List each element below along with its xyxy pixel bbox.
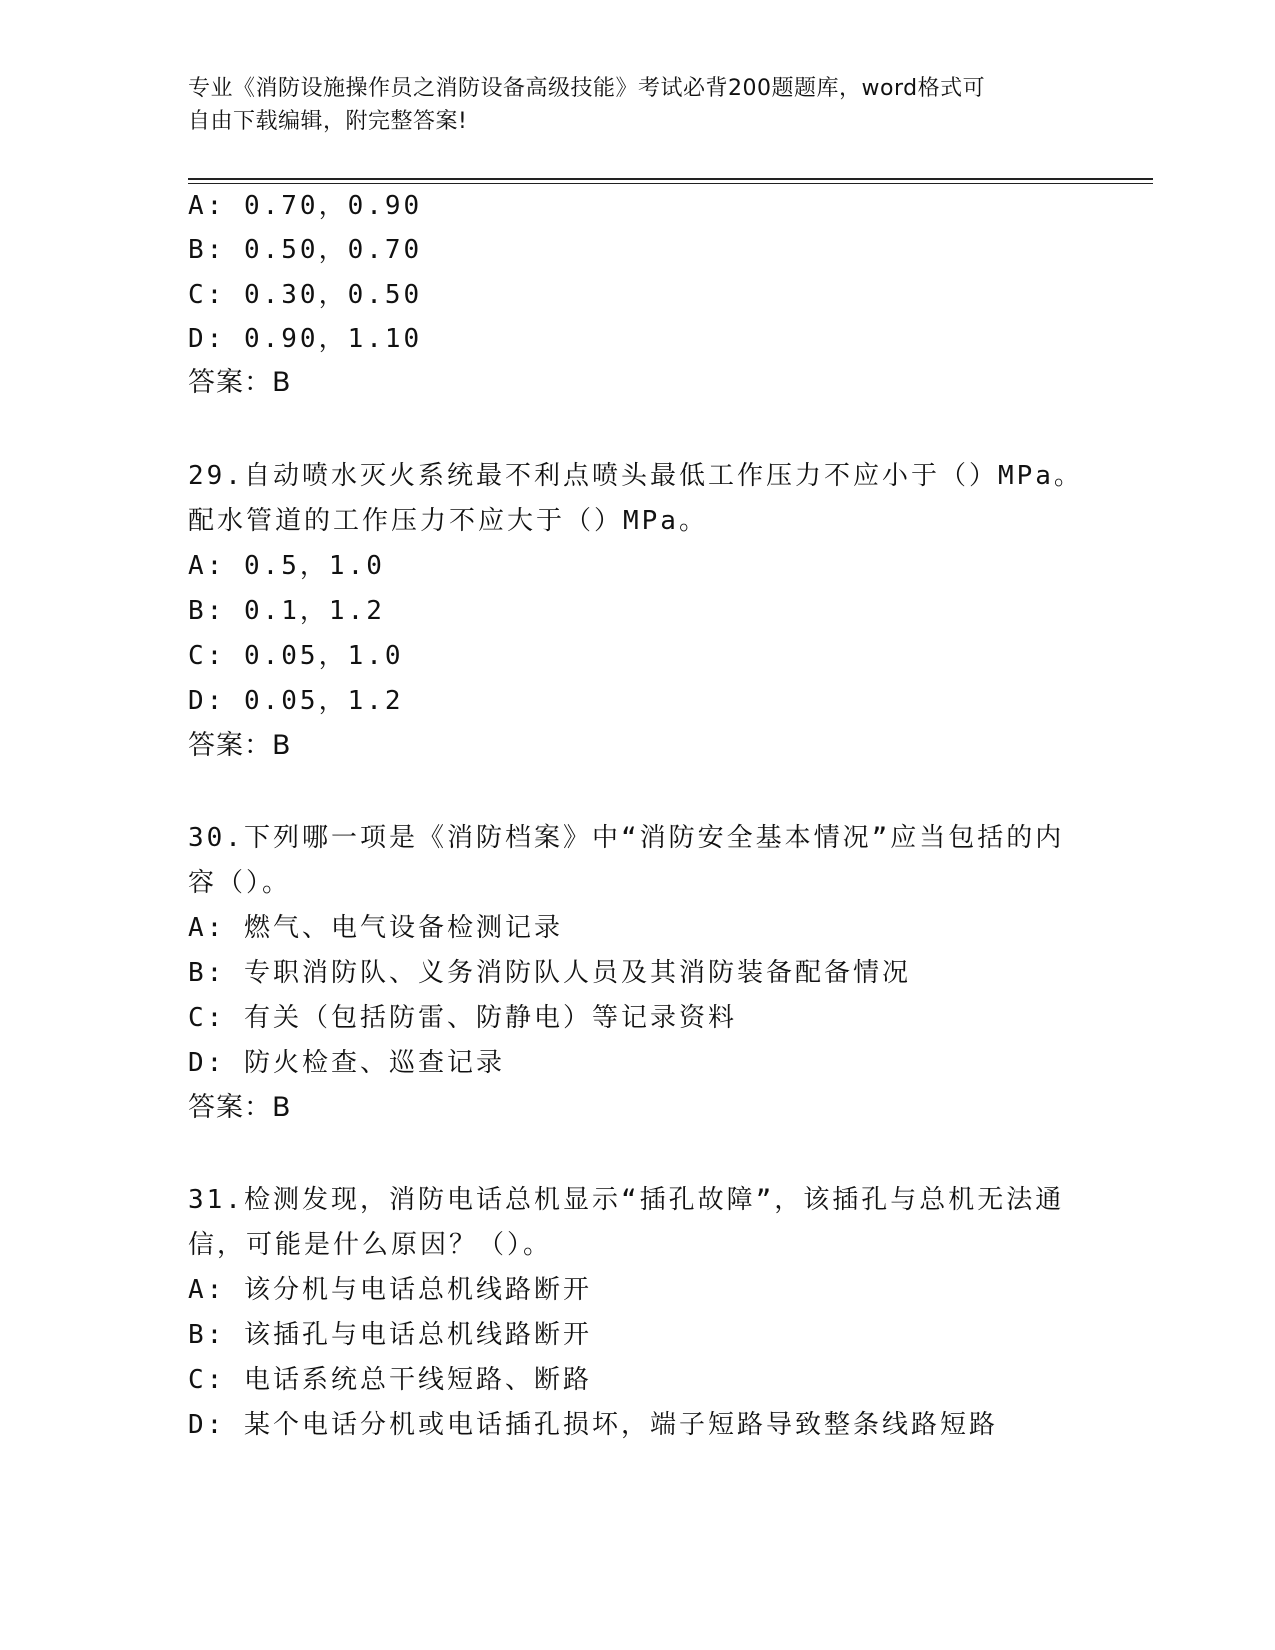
q31-option-b: B: 该插孔与电话总机线路断开 — [188, 1320, 592, 1350]
q30-stem-line-1: 30.下列哪一项是《消防档案》中“消防安全基本情况”应当包括的内 — [188, 823, 1065, 853]
document-header — [188, 72, 1088, 138]
q30-option-d: D: 防火检查、巡查记录 — [188, 1048, 505, 1078]
q28-option-c: C: 0.30，0.50 — [188, 280, 423, 310]
header-divider-thin — [188, 183, 1153, 184]
q28-option-b: B: 0.50，0.70 — [188, 235, 423, 265]
header-line-2: 自由下载编辑，附完整答案! — [188, 109, 468, 134]
q30-answer: 答案：B — [188, 1092, 292, 1123]
q30-stem-line-2: 容（）。 — [188, 868, 292, 898]
q28-option-a: A: 0.70，0.90 — [188, 191, 423, 221]
header-divider — [188, 178, 1153, 180]
q31-option-d: D: 某个电话分机或电话插孔损坏，端子短路导致整条线路短路 — [188, 1410, 998, 1440]
q30-option-b: B: 专职消防队、义务消防队人员及其消防装备配备情况 — [188, 958, 911, 988]
q29-answer: 答案：B — [188, 730, 292, 761]
q31-option-c: C: 电话系统总干线短路、断路 — [188, 1365, 592, 1395]
q29-stem-line-2: 配水管道的工作压力不应大于（）MPa。 — [188, 506, 708, 536]
header-line-1: 专业《消防设施操作员之消防设备高级技能》考试必背200题题库，word格式可 — [188, 76, 986, 101]
q28-option-d: D: 0.90，1.10 — [188, 324, 423, 354]
q29-option-d: D: 0.05，1.2 — [188, 686, 404, 716]
q31-stem-line-2: 信，可能是什么原因？（）。 — [188, 1230, 553, 1260]
q29-stem-line-1: 29.自动喷水灭火系统最不利点喷头最低工作压力不应小于（）MPa。 — [188, 461, 1083, 491]
q30-option-a: A: 燃气、电气设备检测记录 — [188, 913, 563, 943]
q28-answer: 答案：B — [188, 367, 292, 398]
q29-option-a: A: 0.5，1.0 — [188, 551, 385, 581]
q30-option-c: C: 有关（包括防雷、防静电）等记录资料 — [188, 1003, 737, 1033]
q31-stem-line-1: 31.检测发现，消防电话总机显示“插孔故障”，该插孔与总机无法通 — [188, 1185, 1065, 1215]
q29-option-b: B: 0.1，1.2 — [188, 596, 385, 626]
q29-option-c: C: 0.05，1.0 — [188, 641, 404, 671]
q31-option-a: A: 该分机与电话总机线路断开 — [188, 1275, 592, 1305]
